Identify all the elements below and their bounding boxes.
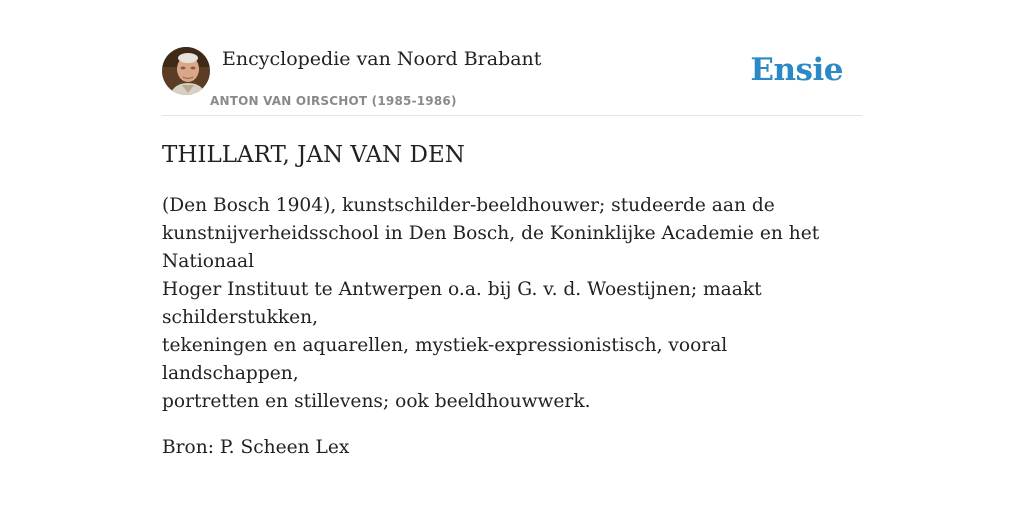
entry-title: THILLART, JAN VAN DEN [162,142,465,168]
entry-body-line: portretten en stillevens; ook beeldhouwwerk. [162,391,591,412]
portrait-icon [162,47,210,95]
entry-body-line: kunstnijverheidsschool in Den Bosch, de Koninklijke Academie en het Nationaal [162,223,820,272]
entry-body-line: tekeningen en aquarellen, mystiek-expressionistisch, vooral landschappen, [162,335,728,384]
author-avatar[interactable] [162,47,210,95]
entry-content [162,139,862,462]
page-header [162,46,862,116]
author-name[interactable]: ANTON VAN OIRSCHOT (1985-1986) [210,94,457,108]
encyclopedia-title[interactable]: Encyclopedie van Noord Brabant [222,48,542,70]
entry-body-line: Hoger Instituut te Antwerpen o.a. bij G. v. d. Woestijnen; maakt schilderstukken, [162,279,762,328]
entry-body [162,192,862,416]
entry-body-line: (Den Bosch 1904), kunstschilder-beeldhouwer; studeerde aan de [162,195,775,216]
ensie-logo[interactable]: Ensie [750,52,843,88]
entry-source: Bron: P. Scheen Lex [162,437,350,458]
